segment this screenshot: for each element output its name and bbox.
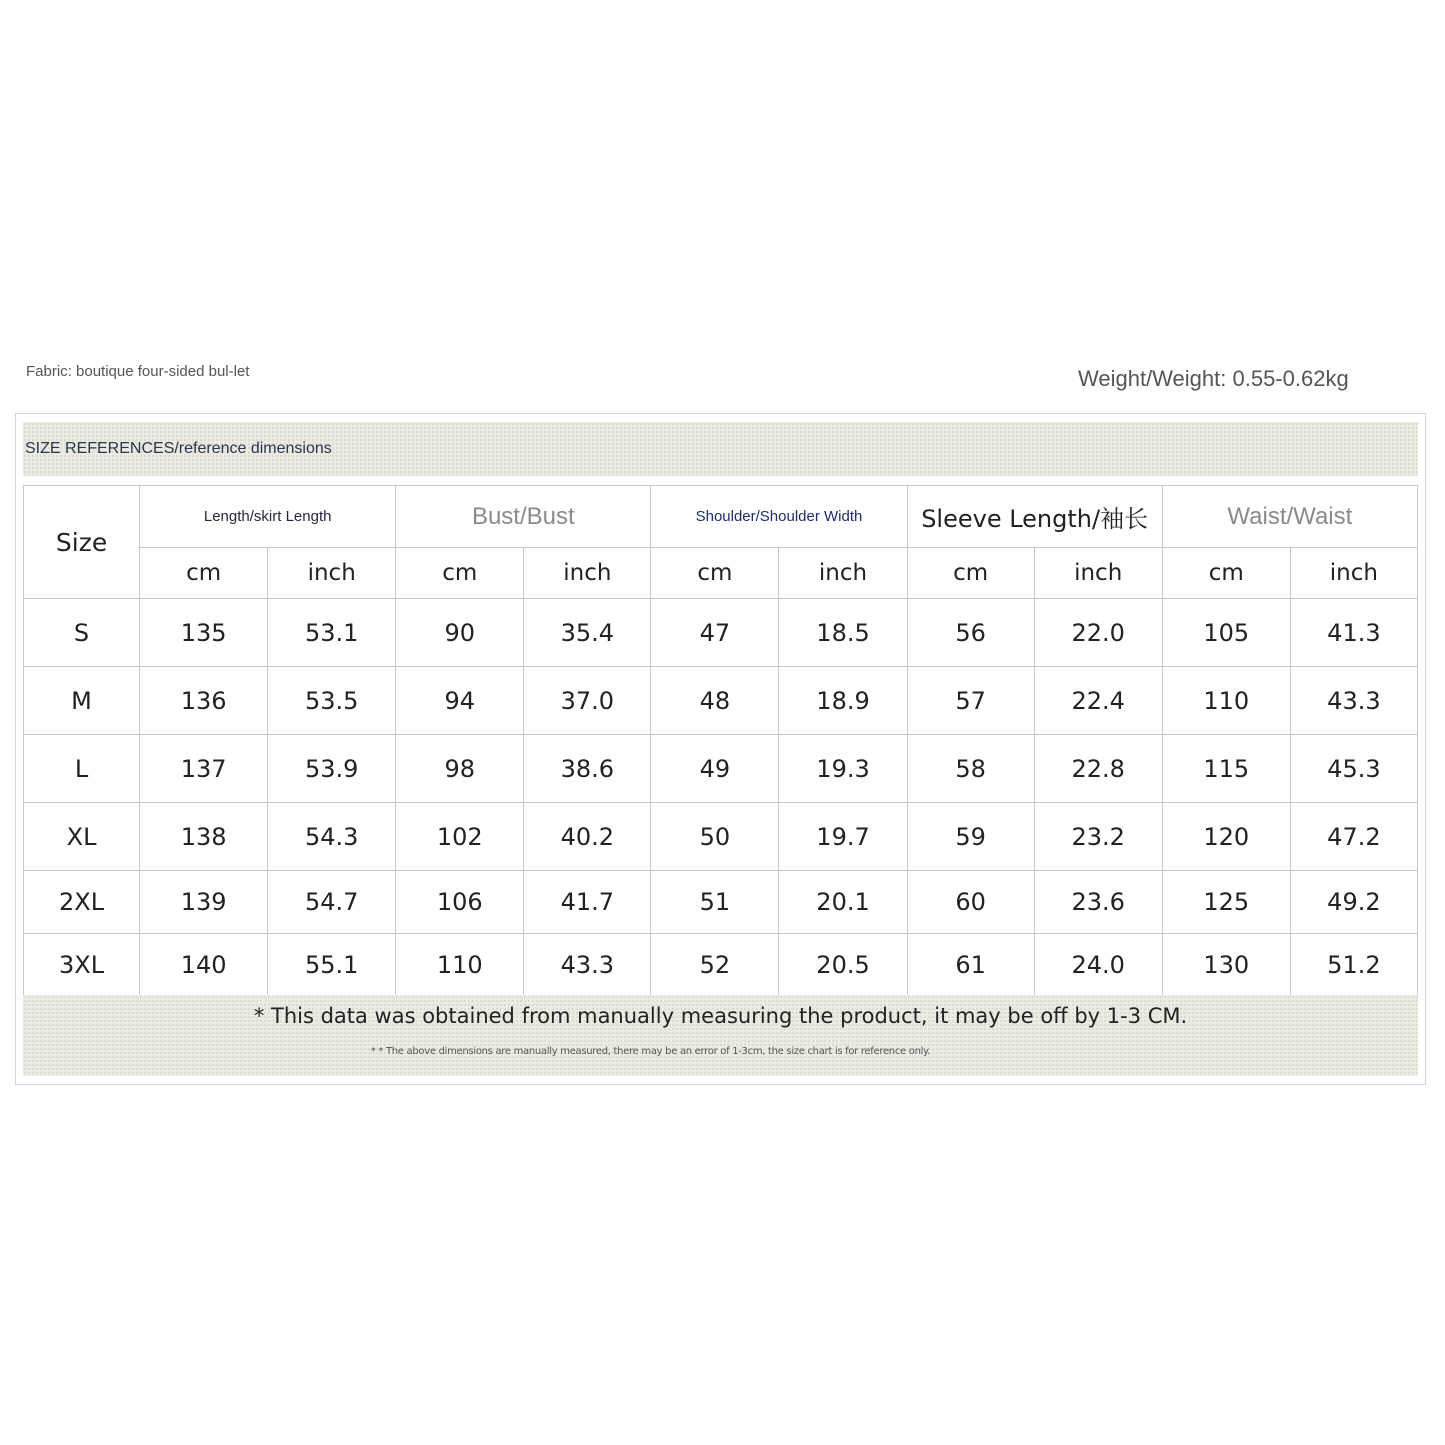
table-cell: 22.0 xyxy=(1034,599,1162,667)
unit-header: inch xyxy=(1034,548,1162,599)
table-row xyxy=(24,803,1418,871)
table-row xyxy=(24,667,1418,735)
weight-label: Weight/Weight: 0.55-0.62kg xyxy=(1078,366,1349,391)
header-row xyxy=(24,486,1418,548)
size-table xyxy=(23,485,1418,996)
reference-title: SIZE REFERENCES/reference dimensions xyxy=(25,440,332,457)
unit-header: cm xyxy=(907,548,1034,599)
table-cell: 102 xyxy=(396,803,524,871)
waist-header: Waist/Waist xyxy=(1162,486,1417,548)
table-cell: 54.3 xyxy=(268,803,396,871)
table-cell: 56 xyxy=(907,599,1034,667)
table-cell: 57 xyxy=(907,667,1034,735)
table-cell: 60 xyxy=(907,871,1034,934)
table-cell: 47.2 xyxy=(1290,803,1417,871)
unit-header: inch xyxy=(524,548,651,599)
table-row xyxy=(24,934,1418,996)
table-cell: 18.5 xyxy=(779,599,907,667)
table-cell: 105 xyxy=(1162,599,1290,667)
table-cell: 59 xyxy=(907,803,1034,871)
table-cell: 41.3 xyxy=(1290,599,1417,667)
table-cell: 20.5 xyxy=(779,934,907,996)
size-cell: S xyxy=(24,599,140,667)
table-cell: 140 xyxy=(140,934,268,996)
note-main: * This data was obtained from manually measuring the product, it may be off by 1-3 CM. xyxy=(253,1004,1188,1028)
table-cell: 51.2 xyxy=(1290,934,1417,996)
table-cell: 90 xyxy=(396,599,524,667)
table-cell: 130 xyxy=(1162,934,1290,996)
table-cell: 24.0 xyxy=(1034,934,1162,996)
table-cell: 120 xyxy=(1162,803,1290,871)
size-cell: M xyxy=(24,667,140,735)
unit-row xyxy=(24,548,1418,599)
table-row xyxy=(24,735,1418,803)
unit-header: inch xyxy=(1290,548,1417,599)
size-cell: L xyxy=(24,735,140,803)
table-cell: 139 xyxy=(140,871,268,934)
table-cell: 53.9 xyxy=(268,735,396,803)
table-cell: 52 xyxy=(651,934,779,996)
table-cell: 19.7 xyxy=(779,803,907,871)
table-row xyxy=(24,871,1418,934)
table-cell: 20.1 xyxy=(779,871,907,934)
table-cell: 45.3 xyxy=(1290,735,1417,803)
table-cell: 19.3 xyxy=(779,735,907,803)
unit-header: inch xyxy=(268,548,396,599)
table-cell: 50 xyxy=(651,803,779,871)
table-cell: 49 xyxy=(651,735,779,803)
table-cell: 58 xyxy=(907,735,1034,803)
table-cell: 53.5 xyxy=(268,667,396,735)
table-cell: 23.2 xyxy=(1034,803,1162,871)
table-cell: 43.3 xyxy=(524,934,651,996)
table-cell: 47 xyxy=(651,599,779,667)
measurement-note xyxy=(23,995,1418,1076)
table-cell: 51 xyxy=(651,871,779,934)
reference-title-bar xyxy=(23,422,1418,476)
unit-header: inch xyxy=(779,548,907,599)
table-cell: 61 xyxy=(907,934,1034,996)
table-cell: 23.6 xyxy=(1034,871,1162,934)
bust-header: Bust/Bust xyxy=(396,486,651,548)
table-cell: 115 xyxy=(1162,735,1290,803)
table-cell: 48 xyxy=(651,667,779,735)
table-cell: 22.4 xyxy=(1034,667,1162,735)
table-cell: 22.8 xyxy=(1034,735,1162,803)
fabric-description: Fabric: boutique four-sided bul-let xyxy=(26,363,250,380)
table-cell: 110 xyxy=(396,934,524,996)
unit-header: cm xyxy=(651,548,779,599)
unit-header: cm xyxy=(1162,548,1290,599)
table-cell: 137 xyxy=(140,735,268,803)
table-cell: 37.0 xyxy=(524,667,651,735)
size-header: Size xyxy=(24,486,140,599)
table-cell: 125 xyxy=(1162,871,1290,934)
shoulder-header: Shoulder/Shoulder Width xyxy=(651,486,907,548)
table-cell: 138 xyxy=(140,803,268,871)
table-cell: 54.7 xyxy=(268,871,396,934)
table-cell: 94 xyxy=(396,667,524,735)
table-cell: 49.2 xyxy=(1290,871,1417,934)
table-cell: 18.9 xyxy=(779,667,907,735)
table-cell: 110 xyxy=(1162,667,1290,735)
unit-header: cm xyxy=(140,548,268,599)
note-small: * * The above dimensions are manually measured, there may be an error of 1-3cm, the size chart is for reference only. xyxy=(370,1046,931,1057)
table-row xyxy=(24,599,1418,667)
size-cell: 2XL xyxy=(24,871,140,934)
table-cell: 98 xyxy=(396,735,524,803)
size-cell: 3XL xyxy=(24,934,140,996)
table-cell: 38.6 xyxy=(524,735,651,803)
sleeve-header: Sleeve Length/袖长 xyxy=(907,486,1162,548)
table-cell: 135 xyxy=(140,599,268,667)
table-cell: 43.3 xyxy=(1290,667,1417,735)
table-cell: 40.2 xyxy=(524,803,651,871)
length-header: Length/skirt Length xyxy=(140,486,396,548)
table-cell: 41.7 xyxy=(524,871,651,934)
table-cell: 35.4 xyxy=(524,599,651,667)
table-cell: 53.1 xyxy=(268,599,396,667)
table-cell: 55.1 xyxy=(268,934,396,996)
table-cell: 136 xyxy=(140,667,268,735)
table-cell: 106 xyxy=(396,871,524,934)
unit-header: cm xyxy=(396,548,524,599)
size-cell: XL xyxy=(24,803,140,871)
